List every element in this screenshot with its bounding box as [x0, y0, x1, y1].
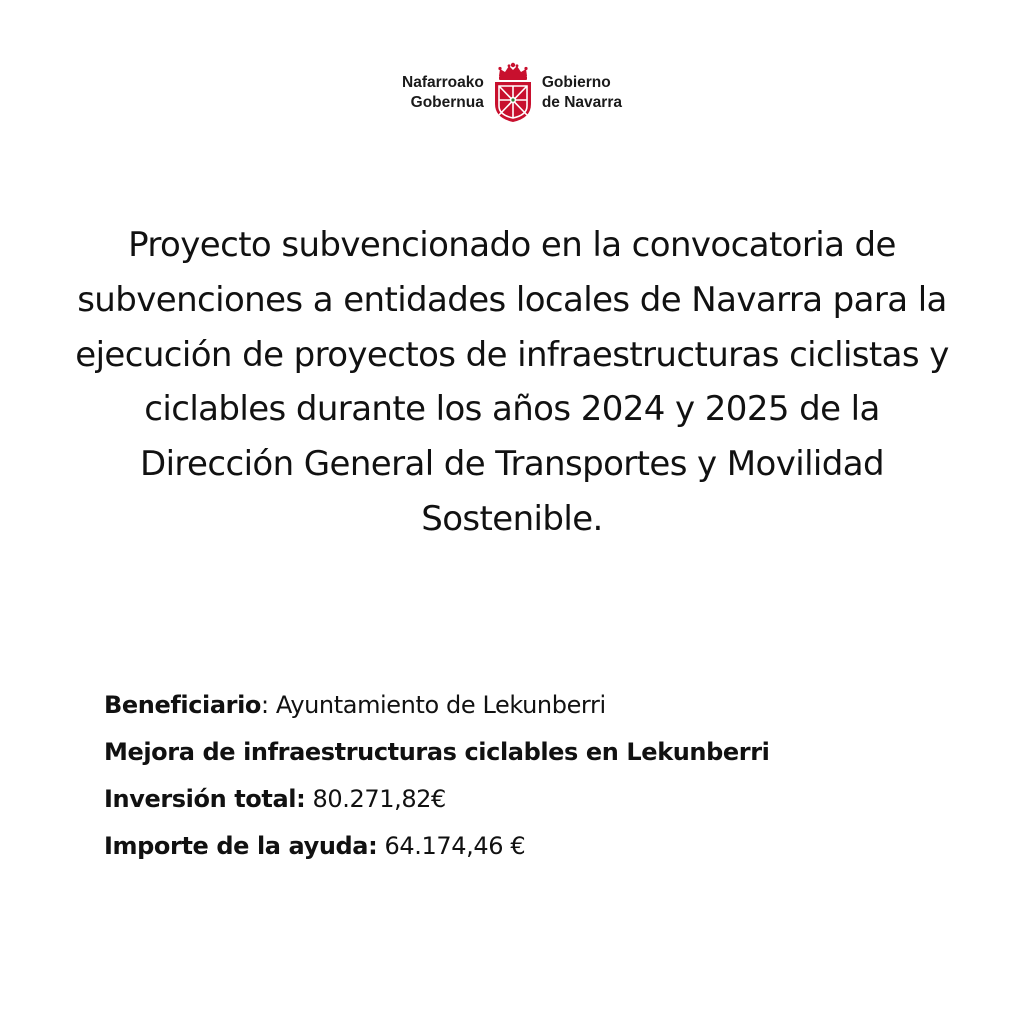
- logo-text-basque: [402, 73, 484, 113]
- logo-right-line2: de Navarra: [541, 94, 622, 111]
- aid-value: 64.174,46 €: [377, 832, 526, 860]
- logo-left-line1: Nafarroako: [402, 74, 484, 91]
- logo-left-line2: Gobernua: [410, 94, 484, 111]
- beneficiary-value: Ayuntamiento de Lekunberri: [268, 691, 606, 719]
- investment-value: 80.271,82€: [305, 785, 446, 813]
- project-details: [104, 682, 964, 870]
- beneficiary-label: Beneficiario: [104, 691, 262, 719]
- project-title-row: [104, 729, 964, 776]
- navarra-coat-of-arms-icon: [490, 62, 536, 124]
- investment-row: [104, 776, 964, 823]
- beneficiary-separator: :: [261, 691, 269, 719]
- beneficiary-row: [104, 682, 964, 729]
- aid-label: Importe de la ayuda:: [104, 832, 378, 860]
- investment-label: Inversión total:: [104, 785, 306, 813]
- logo-text-spanish: [542, 73, 622, 113]
- logo-right-line1: Gobierno: [541, 74, 611, 91]
- project-description: Proyecto subvencionado en la convocatoria de subvenciones a entidades locales de Navarra para la ejecución de proyectos de infraestructuras ciclistas y ciclables durante los años 2024 y 2025 de la Dirección General de Transportes y Movilidad Sostenible.: [75, 225, 949, 539]
- project-title: Mejora de infraestructuras ciclables en Lekunberri: [104, 738, 770, 766]
- aid-row: [104, 823, 964, 870]
- government-logo: [0, 62, 1024, 124]
